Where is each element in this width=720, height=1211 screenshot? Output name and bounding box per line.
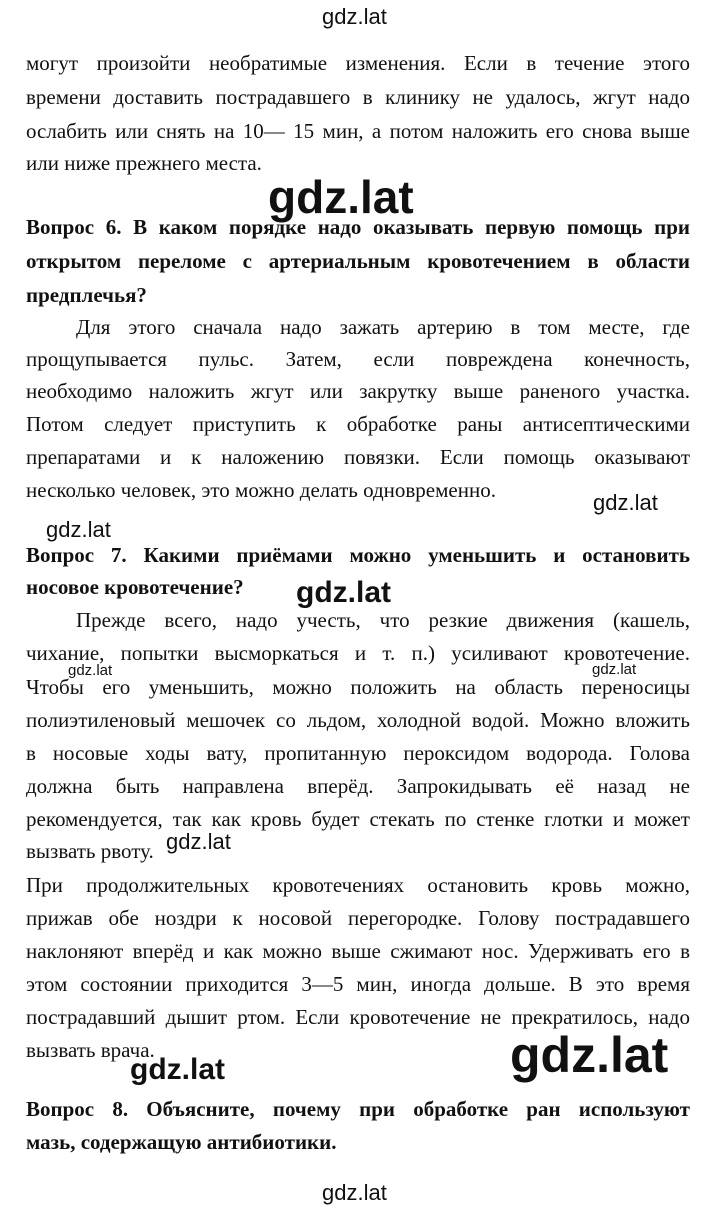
text-line: При продолжительных кровотечениях остановить кровь можно, [26, 873, 690, 897]
watermark: gdz.lat [268, 171, 414, 223]
text-line: прижав обе ноздри к носовой перегородке. Голову пострадавшего [26, 906, 690, 930]
question-line: носовое кровотечение? [26, 575, 244, 599]
text-line: прощупывается пульс. Затем, если повреждена конечность, [26, 347, 690, 371]
text-line: чихание, попытки высморкаться и т. п.) усиливают кровотечение. [26, 641, 690, 665]
text-line: полиэтиленовый мешочек со льдом, холодной водой. Можно вложить [26, 708, 690, 732]
text-line: ослабить или снять на 10— 15 мин, а потом наложить его снова выше [26, 119, 690, 143]
watermark: gdz.lat [68, 662, 113, 679]
question-line: Вопрос 7. Какими приёмами можно уменьшить и остановить [26, 543, 690, 567]
text-line: Для этого сначала надо зажать артерию в том месте, где [76, 315, 690, 339]
watermark: gdz.lat [296, 576, 391, 609]
text-line: необходимо наложить жгут или закрутку выше раненого участка. [26, 379, 690, 403]
text-line: пострадавший дышит ртом. Если кровотечение не прекратилось, надо [26, 1005, 690, 1029]
watermark: gdz.lat [322, 4, 387, 29]
text-line: наклоняют вперёд и как можно выше сжимают нос. Удерживать его в [26, 939, 690, 963]
text-line: или ниже прежнего места. [26, 151, 262, 175]
question-line: Вопрос 6. В каком порядке надо оказывать первую помощь при [26, 215, 690, 239]
text-line: рекомендуется, так как кровь будет стекать по стенке глотки и может [26, 807, 690, 831]
text-line: Чтобы его уменьшить, можно положить на область переносицы [26, 675, 690, 699]
watermark: gdz.lat [510, 1027, 669, 1083]
watermark: gdz.lat [166, 829, 231, 854]
text-line: времени доставить пострадавшего в клинику не удалось, жгут надо [26, 85, 690, 109]
watermark: gdz.lat [46, 517, 111, 542]
text-line: вызвать врача. [26, 1038, 155, 1062]
question-line: предплечья? [26, 283, 147, 307]
watermark: gdz.lat [593, 490, 658, 515]
text-line: должна быть направлена вперёд. Запрокидывать её назад не [26, 774, 690, 798]
text-line: могут произойти необратимые изменения. Если в течение этого [26, 51, 690, 75]
text-line: вызвать рвоту. [26, 839, 154, 863]
question-line: Вопрос 8. Объясните, почему при обработке ран используют [26, 1097, 690, 1121]
text-line: препаратами и к наложению повязки. Если помощь оказывают [26, 445, 690, 469]
watermark: gdz.lat [322, 1180, 387, 1205]
text-line: в носовые ходы вату, пропитанную пероксидом водорода. Голова [26, 741, 690, 765]
text-line: Прежде всего, надо учесть, что резкие движения (кашель, [76, 608, 690, 632]
watermark: gdz.lat [130, 1053, 225, 1086]
question-line: открытом переломе с артериальным кровотечением в области [26, 249, 690, 273]
text-line: этом состоянии приходится 3—5 мин, иногда дольше. В это время [26, 972, 690, 996]
text-line: несколько человек, это можно делать одновременно. [26, 478, 496, 502]
text-line: Потом следует приступить к обработке раны антисептическими [26, 412, 690, 436]
question-line: мазь, содержащую антибиотики. [26, 1130, 337, 1154]
watermark: gdz.lat [592, 661, 637, 678]
